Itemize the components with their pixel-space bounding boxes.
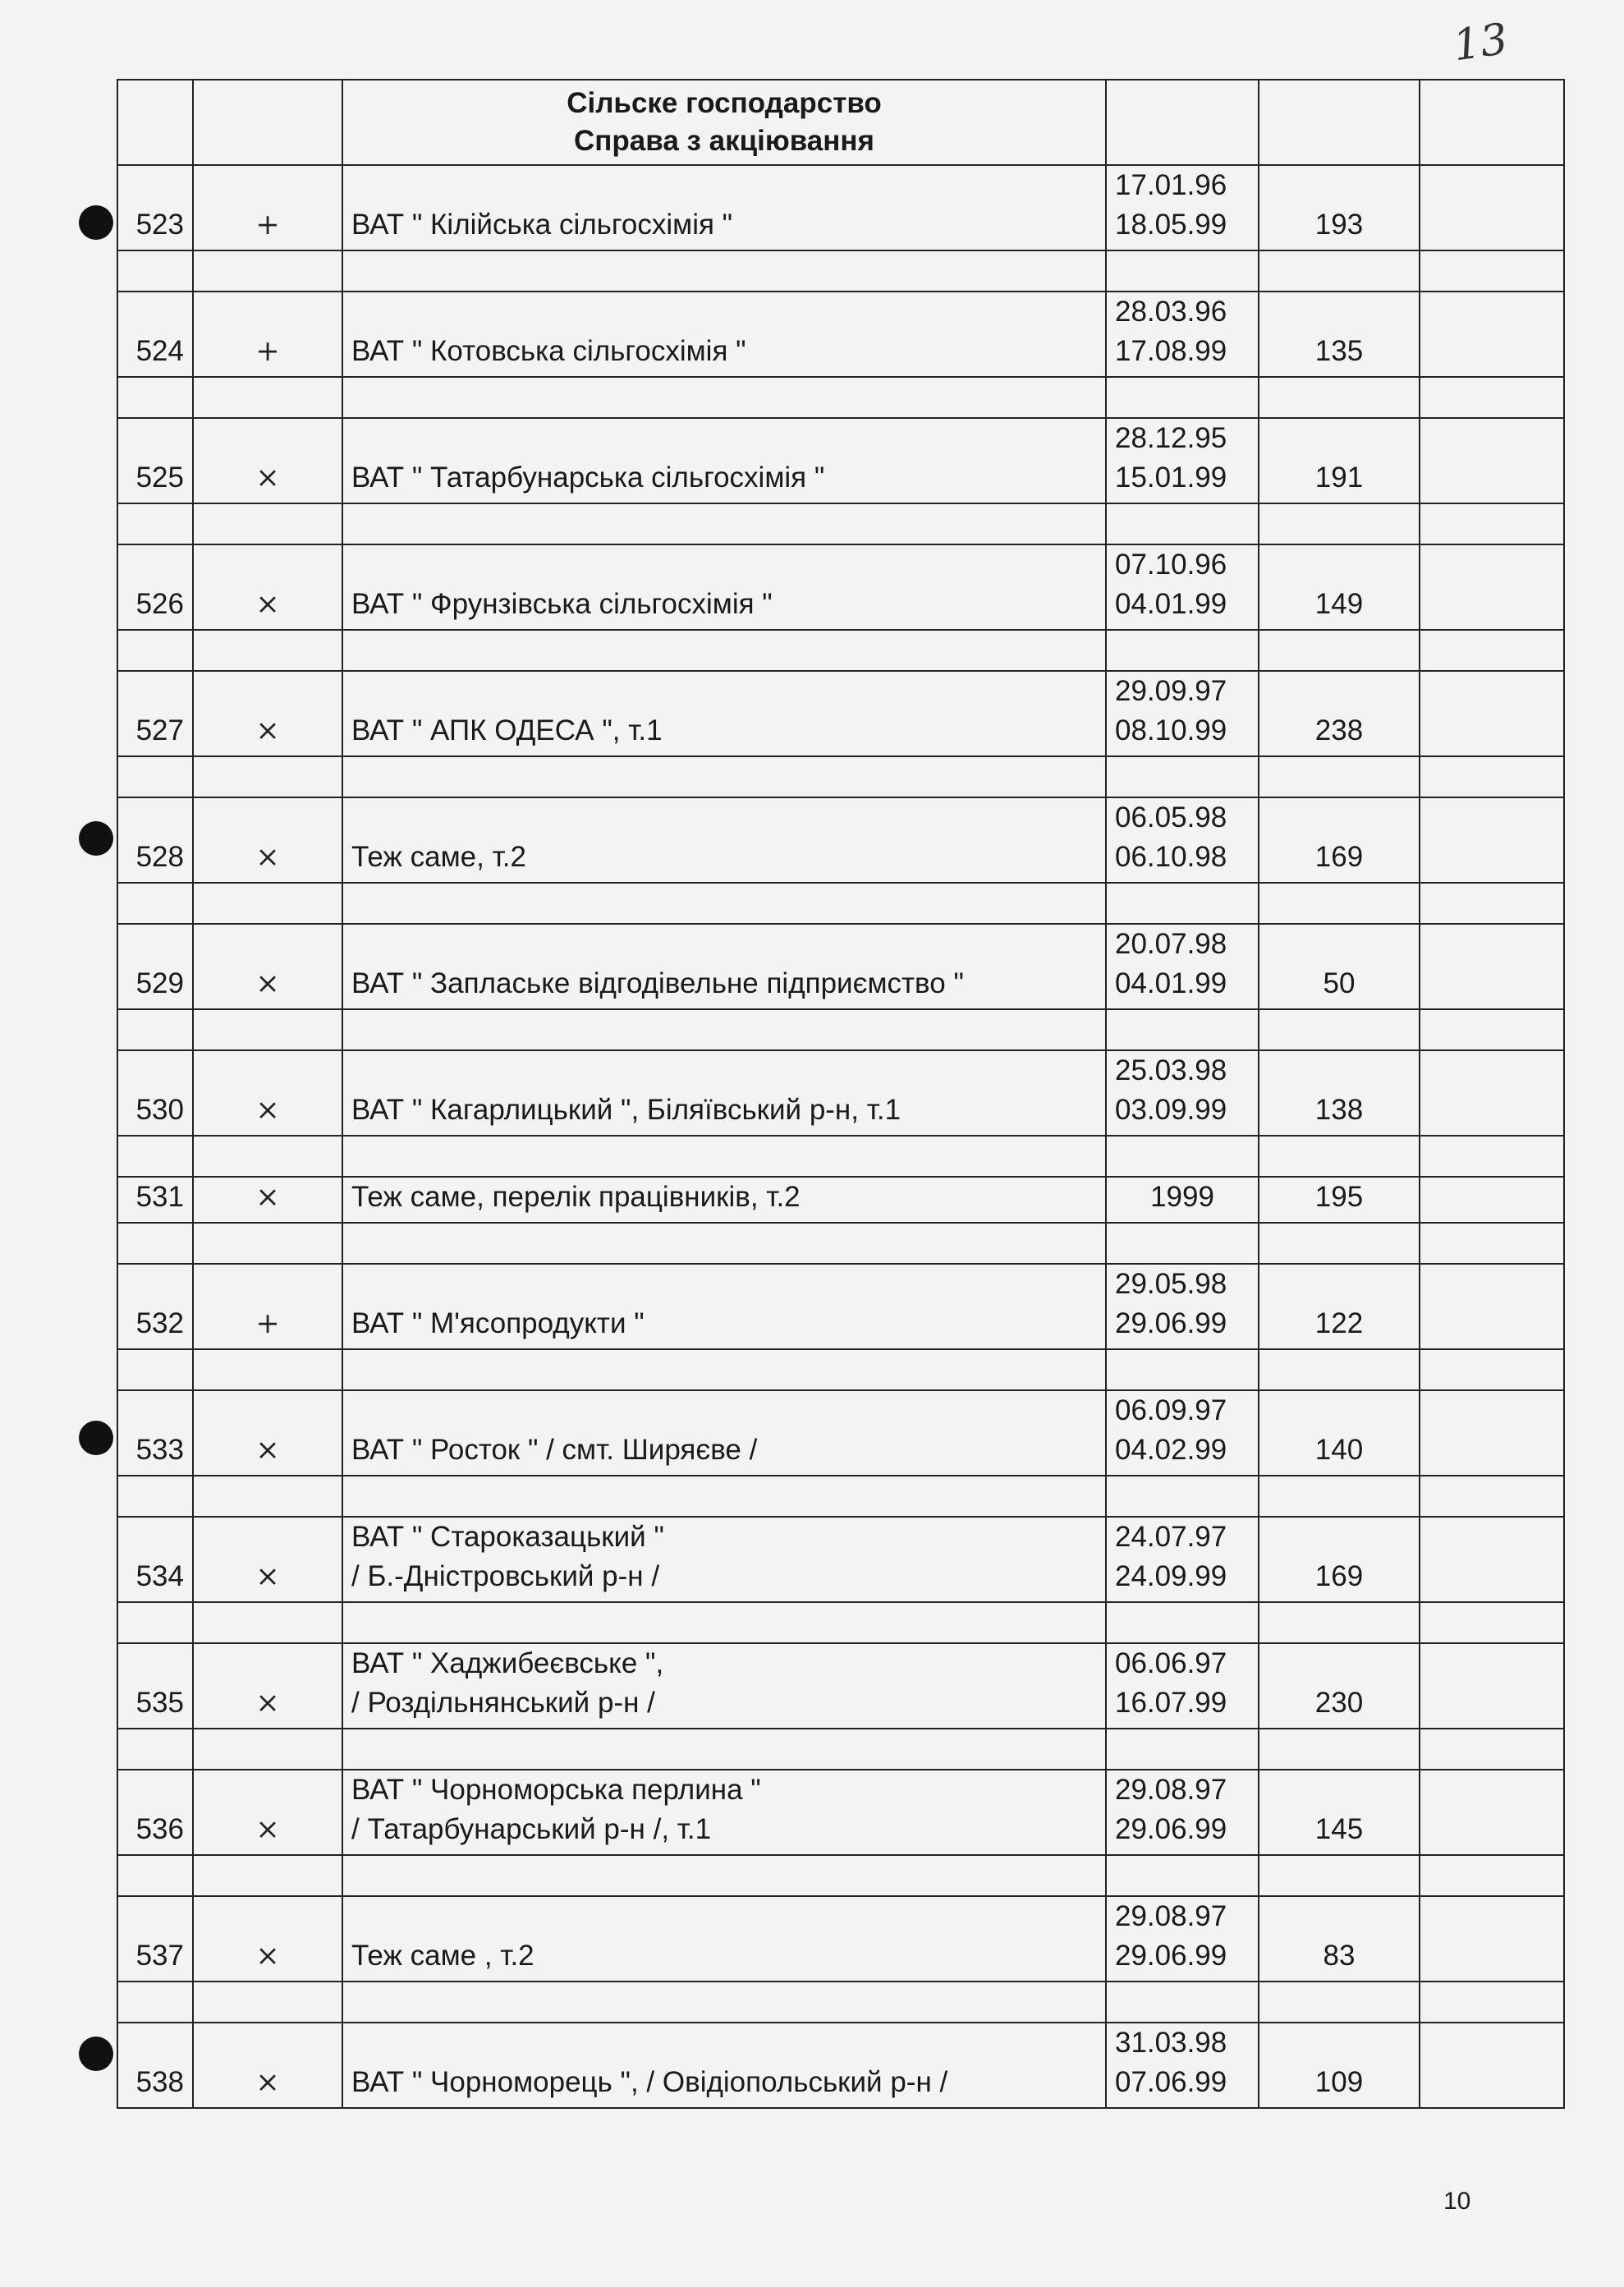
table-row (117, 797, 1564, 883)
date-end: 18.05.99 (1115, 209, 1227, 241)
sheet-count: 169 (1259, 797, 1420, 883)
spacer-cell (1420, 1729, 1564, 1770)
note-cell (1420, 1264, 1564, 1349)
spacer-cell (1259, 503, 1420, 544)
name-line-2: / Роздільнянський р-н / (351, 1687, 655, 1719)
spacer-cell (342, 1729, 1106, 1770)
handwritten-check-mark: × (193, 1896, 342, 1982)
date-range (1106, 1390, 1259, 1476)
date-start: 29.08.97 (1115, 1900, 1227, 1932)
date-year: 1999 (1150, 1181, 1214, 1213)
name-line-2: Теж саме, перелік працівників, т.2 (351, 1181, 801, 1213)
sheet-count: 191 (1259, 418, 1420, 503)
date-range (1106, 924, 1259, 1009)
date-end: 16.07.99 (1115, 1687, 1227, 1719)
spacer-cell (193, 1602, 342, 1643)
spacer-cell (1420, 503, 1564, 544)
table-title (342, 80, 1106, 165)
spacer-cell (1259, 1982, 1420, 2023)
spacer-cell (342, 250, 1106, 292)
spacer-cell (193, 1009, 342, 1050)
spacer-cell (193, 1982, 342, 2023)
date-start: 31.03.98 (1115, 2027, 1227, 2059)
date-range (1106, 1643, 1259, 1729)
spacer-cell (1106, 756, 1259, 797)
spacer-row (117, 1602, 1564, 1643)
spacer-cell (1106, 1009, 1259, 1050)
row-number: 525 (117, 418, 193, 503)
spacer-cell (1420, 1855, 1564, 1896)
date-start: 28.12.95 (1115, 422, 1227, 454)
handwritten-check-mark: × (193, 924, 342, 1009)
spacer-cell (1106, 1855, 1259, 1896)
date-start: 06.09.97 (1115, 1394, 1227, 1426)
date-start: 17.01.96 (1115, 169, 1227, 201)
spacer-cell (1259, 1476, 1420, 1517)
note-cell (1420, 2023, 1564, 2108)
note-cell (1420, 1770, 1564, 1855)
spacer-cell (1259, 1136, 1420, 1177)
date-range (1106, 1896, 1259, 1982)
date-range (1106, 1050, 1259, 1136)
date-end: 29.06.99 (1115, 1940, 1227, 1972)
sheet-count: 83 (1259, 1896, 1420, 1982)
name-line-2: ВАТ " Кагарлицький ", Біляївський р-н, т.1 (351, 1094, 901, 1126)
spacer-cell (1420, 756, 1564, 797)
note-cell (1420, 1390, 1564, 1476)
date-range (1106, 797, 1259, 883)
header-cell-mark (193, 80, 342, 165)
name-line-2: ВАТ " Чорноморець ", / Овідіопольський р-н / (351, 2066, 948, 2098)
organization-name (342, 1050, 1106, 1136)
organization-name (342, 165, 1106, 250)
row-number: 536 (117, 1770, 193, 1855)
table-row (117, 1770, 1564, 1855)
organization-name (342, 1517, 1106, 1602)
spacer-cell (342, 377, 1106, 418)
spacer-cell (1259, 1223, 1420, 1264)
spacer-row (117, 1729, 1564, 1770)
spacer-cell (342, 1476, 1106, 1517)
row-number: 538 (117, 2023, 193, 2108)
spacer-cell (1259, 250, 1420, 292)
spacer-cell (342, 1602, 1106, 1643)
spacer-cell (117, 377, 193, 418)
spacer-cell (117, 1602, 193, 1643)
organization-name (342, 797, 1106, 883)
row-number: 528 (117, 797, 193, 883)
handwritten-check-mark: × (193, 1177, 342, 1223)
date-range (1106, 1177, 1259, 1223)
header-cell-qty (1259, 80, 1420, 165)
spacer-cell (1106, 1729, 1259, 1770)
spacer-cell (1420, 883, 1564, 924)
spacer-row (117, 1009, 1564, 1050)
handwritten-check-mark: × (193, 1770, 342, 1855)
date-end: 29.06.99 (1115, 1813, 1227, 1845)
spacer-row (117, 1349, 1564, 1390)
handwritten-check-mark: × (193, 1643, 342, 1729)
spacer-cell (1259, 756, 1420, 797)
handwritten-check-mark: × (193, 544, 342, 630)
name-line-2: ВАТ " АПК ОДЕСА ", т.1 (351, 714, 663, 746)
table-row (117, 1896, 1564, 1982)
spacer-row (117, 756, 1564, 797)
table-row (117, 924, 1564, 1009)
spacer-row (117, 630, 1564, 671)
spacer-cell (342, 883, 1106, 924)
organization-name (342, 1390, 1106, 1476)
spacer-cell (1106, 1602, 1259, 1643)
row-number: 534 (117, 1517, 193, 1602)
row-number: 533 (117, 1390, 193, 1476)
spacer-cell (1420, 1349, 1564, 1390)
table-row (117, 1643, 1564, 1729)
table-row (117, 1390, 1564, 1476)
spacer-cell (1420, 1982, 1564, 2023)
date-start: 28.03.96 (1115, 296, 1227, 328)
handwritten-check-mark: × (193, 1390, 342, 1476)
spacer-cell (1106, 630, 1259, 671)
row-number: 535 (117, 1643, 193, 1729)
spacer-cell (193, 756, 342, 797)
date-start: 25.03.98 (1115, 1054, 1227, 1086)
spacer-cell (1106, 1476, 1259, 1517)
note-cell (1420, 165, 1564, 250)
organization-name (342, 1264, 1106, 1349)
date-range (1106, 544, 1259, 630)
table-header-row (117, 80, 1564, 165)
name-line-2: ВАТ " М'ясопродукти " (351, 1307, 645, 1339)
name-line-1: ВАТ " Староказацький " (351, 1521, 664, 1553)
punch-hole (79, 821, 113, 856)
sheet-count: 149 (1259, 544, 1420, 630)
organization-name (342, 1896, 1106, 1982)
spacer-cell (1259, 377, 1420, 418)
note-cell (1420, 797, 1564, 883)
handwritten-check-mark: × (193, 1050, 342, 1136)
table-row (117, 544, 1564, 630)
spacer-cell (193, 630, 342, 671)
table-row (117, 1264, 1564, 1349)
spacer-cell (193, 1223, 342, 1264)
sheet-count: 195 (1259, 1177, 1420, 1223)
sheet-count: 135 (1259, 292, 1420, 377)
sheet-count: 109 (1259, 2023, 1420, 2108)
spacer-cell (342, 1349, 1106, 1390)
date-end: 04.01.99 (1115, 967, 1227, 999)
name-line-1: ВАТ " Хаджибеєвське ", (351, 1647, 664, 1679)
date-start: 29.09.97 (1115, 675, 1227, 707)
spacer-cell (117, 883, 193, 924)
spacer-row (117, 1223, 1564, 1264)
spacer-cell (342, 1855, 1106, 1896)
row-number: 524 (117, 292, 193, 377)
table-row (117, 418, 1564, 503)
header-cell-note (1420, 80, 1564, 165)
spacer-cell (193, 250, 342, 292)
note-cell (1420, 1050, 1564, 1136)
spacer-row (117, 377, 1564, 418)
date-range (1106, 2023, 1259, 2108)
spacer-cell (117, 503, 193, 544)
note-cell (1420, 418, 1564, 503)
handwritten-check-mark: + (193, 165, 342, 250)
date-start: 07.10.96 (1115, 549, 1227, 581)
sheet-count: 140 (1259, 1390, 1420, 1476)
spacer-cell (193, 1729, 342, 1770)
spacer-cell (342, 756, 1106, 797)
date-range (1106, 292, 1259, 377)
spacer-cell (1420, 1136, 1564, 1177)
spacer-cell (117, 1009, 193, 1050)
spacer-cell (117, 1982, 193, 2023)
handwritten-page-mark: 13 (1450, 14, 1512, 71)
row-number: 527 (117, 671, 193, 756)
handwritten-check-mark: × (193, 797, 342, 883)
name-line-2: ВАТ " Татарбунарська сільгосхімія " (351, 462, 825, 494)
spacer-cell (342, 1136, 1106, 1177)
spacer-cell (193, 1855, 342, 1896)
handwritten-check-mark: × (193, 671, 342, 756)
date-range (1106, 1264, 1259, 1349)
register-table (117, 79, 1565, 2109)
spacer-cell (1259, 1729, 1420, 1770)
name-line-2: ВАТ " Кілійська сільгосхімія " (351, 209, 733, 241)
punch-hole (79, 205, 113, 240)
name-line-2: ВАТ " Котовська сільгосхімія " (351, 335, 746, 367)
handwritten-check-mark: × (193, 2023, 342, 2108)
spacer-cell (117, 756, 193, 797)
table-row (117, 165, 1564, 250)
spacer-cell (1106, 1223, 1259, 1264)
organization-name (342, 1643, 1106, 1729)
date-end: 24.09.99 (1115, 1560, 1227, 1592)
spacer-cell (193, 1349, 342, 1390)
date-end: 15.01.99 (1115, 462, 1227, 494)
name-line-2: Теж саме , т.2 (351, 1940, 534, 1972)
spacer-cell (1259, 1009, 1420, 1050)
spacer-cell (1259, 883, 1420, 924)
spacer-row (117, 1982, 1564, 2023)
table-row (117, 2023, 1564, 2108)
date-range (1106, 671, 1259, 756)
header-cell-num (117, 80, 193, 165)
organization-name (342, 292, 1106, 377)
row-number: 523 (117, 165, 193, 250)
spacer-cell (117, 630, 193, 671)
spacer-cell (342, 503, 1106, 544)
spacer-cell (1259, 1855, 1420, 1896)
spacer-cell (193, 503, 342, 544)
spacer-cell (193, 377, 342, 418)
note-cell (1420, 1177, 1564, 1223)
date-end: 17.08.99 (1115, 335, 1227, 367)
sheet-count: 238 (1259, 671, 1420, 756)
organization-name (342, 418, 1106, 503)
spacer-cell (117, 1855, 193, 1896)
spacer-cell (1106, 250, 1259, 292)
date-range (1106, 165, 1259, 250)
name-line-1: ВАТ " Чорноморська перлина " (351, 1774, 761, 1806)
table-row (117, 292, 1564, 377)
name-line-2: ВАТ " Фрунзівська сільгосхімія " (351, 588, 773, 620)
handwritten-check-mark: × (193, 1517, 342, 1602)
row-number: 529 (117, 924, 193, 1009)
spacer-cell (117, 1223, 193, 1264)
date-end: 03.09.99 (1115, 1094, 1227, 1126)
page-number: 10 (1443, 2188, 1471, 2215)
name-line-2: / Татарбунарський р-н /, т.1 (351, 1813, 712, 1845)
spacer-cell (1259, 1602, 1420, 1643)
title-line-2: Справа з акціювання (574, 125, 874, 157)
spacer-cell (193, 883, 342, 924)
date-range (1106, 1517, 1259, 1602)
spacer-cell (1259, 1349, 1420, 1390)
name-line-2: / Б.-Дністровський р-н / (351, 1560, 660, 1592)
date-range (1106, 1770, 1259, 1855)
date-range (1106, 418, 1259, 503)
date-start: 20.07.98 (1115, 928, 1227, 960)
organization-name (342, 2023, 1106, 2108)
name-line-2: ВАТ " Заплаське відгодівельне підприємство " (351, 967, 964, 999)
date-start: 24.07.97 (1115, 1521, 1227, 1553)
sheet-count: 145 (1259, 1770, 1420, 1855)
table-row (117, 1517, 1564, 1602)
spacer-cell (342, 1982, 1106, 2023)
note-cell (1420, 1517, 1564, 1602)
organization-name (342, 671, 1106, 756)
spacer-cell (1420, 1009, 1564, 1050)
handwritten-check-mark: × (193, 418, 342, 503)
date-end: 29.06.99 (1115, 1307, 1227, 1339)
note-cell (1420, 671, 1564, 756)
spacer-cell (1106, 1349, 1259, 1390)
date-end: 04.01.99 (1115, 588, 1227, 620)
spacer-cell (1420, 1602, 1564, 1643)
row-number: 532 (117, 1264, 193, 1349)
note-cell (1420, 544, 1564, 630)
table-row (117, 1177, 1564, 1223)
spacer-row (117, 250, 1564, 292)
date-end: 07.06.99 (1115, 2066, 1227, 2098)
organization-name (342, 1770, 1106, 1855)
row-number: 530 (117, 1050, 193, 1136)
note-cell (1420, 924, 1564, 1009)
punch-hole (79, 2037, 113, 2071)
note-cell (1420, 1643, 1564, 1729)
title-line-1: Сільске господарство (567, 87, 882, 119)
date-start: 06.05.98 (1115, 801, 1227, 834)
organization-name (342, 544, 1106, 630)
spacer-cell (193, 1136, 342, 1177)
date-start: 06.06.97 (1115, 1647, 1227, 1679)
spacer-cell (117, 1136, 193, 1177)
table-row (117, 671, 1564, 756)
spacer-row (117, 1476, 1564, 1517)
spacer-row (117, 1855, 1564, 1896)
spacer-cell (117, 1729, 193, 1770)
spacer-cell (117, 250, 193, 292)
spacer-cell (1420, 377, 1564, 418)
spacer-row (117, 1136, 1564, 1177)
note-cell (1420, 1896, 1564, 1982)
handwritten-check-mark: + (193, 292, 342, 377)
spacer-row (117, 503, 1564, 544)
spacer-cell (1106, 1982, 1259, 2023)
spacer-cell (342, 1223, 1106, 1264)
sheet-count: 169 (1259, 1517, 1420, 1602)
sheet-count: 230 (1259, 1643, 1420, 1729)
spacer-cell (342, 1009, 1106, 1050)
handwritten-check-mark: + (193, 1264, 342, 1349)
spacer-cell (1106, 503, 1259, 544)
date-start: 29.05.98 (1115, 1268, 1227, 1300)
spacer-cell (1420, 1476, 1564, 1517)
row-number: 537 (117, 1896, 193, 1982)
note-cell (1420, 292, 1564, 377)
spacer-cell (1420, 1223, 1564, 1264)
spacer-cell (1259, 630, 1420, 671)
name-line-2: Теж саме, т.2 (351, 841, 526, 873)
date-end: 06.10.98 (1115, 841, 1227, 873)
name-line-2: ВАТ " Росток " / смт. Ширяєве / (351, 1434, 758, 1466)
sheet-count: 50 (1259, 924, 1420, 1009)
punch-hole (79, 1421, 113, 1455)
organization-name (342, 924, 1106, 1009)
spacer-cell (1420, 250, 1564, 292)
spacer-cell (1106, 1136, 1259, 1177)
date-end: 04.02.99 (1115, 1434, 1227, 1466)
spacer-cell (1106, 377, 1259, 418)
sheet-count: 138 (1259, 1050, 1420, 1136)
spacer-cell (193, 1476, 342, 1517)
spacer-cell (117, 1476, 193, 1517)
table-row (117, 1050, 1564, 1136)
spacer-cell (342, 630, 1106, 671)
date-start: 29.08.97 (1115, 1774, 1227, 1806)
spacer-cell (117, 1349, 193, 1390)
spacer-cell (1420, 630, 1564, 671)
header-cell-date (1106, 80, 1259, 165)
spacer-cell (1106, 883, 1259, 924)
spacer-row (117, 883, 1564, 924)
row-number: 526 (117, 544, 193, 630)
row-number: 531 (117, 1177, 193, 1223)
organization-name (342, 1177, 1106, 1223)
sheet-count: 193 (1259, 165, 1420, 250)
date-end: 08.10.99 (1115, 714, 1227, 746)
sheet-count: 122 (1259, 1264, 1420, 1349)
